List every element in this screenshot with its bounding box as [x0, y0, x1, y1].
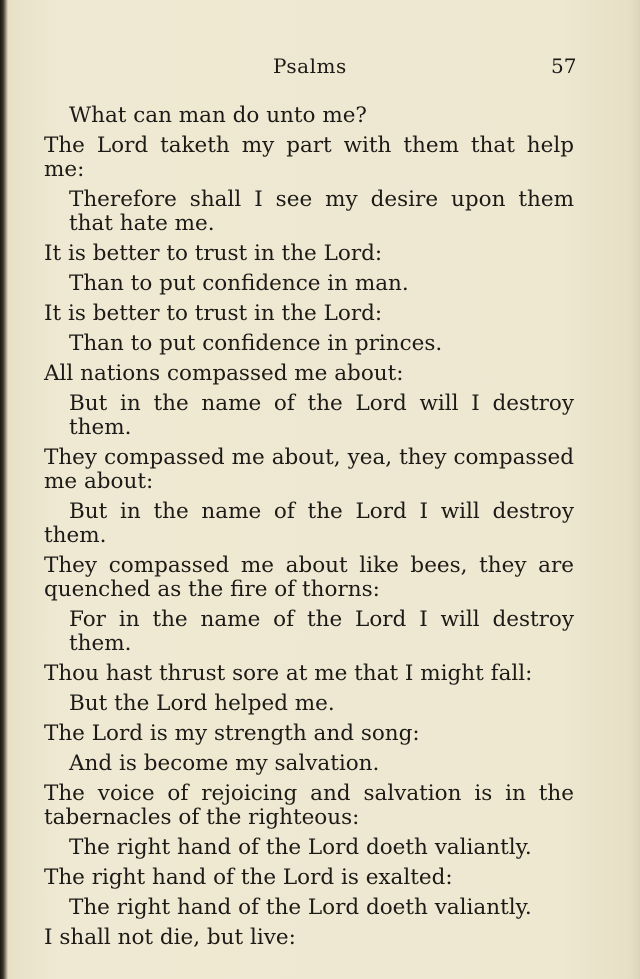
verse-line: What can man do unto me?	[69, 103, 367, 128]
verse-line-part: them.	[69, 631, 132, 656]
verse-line-part: them.	[44, 523, 107, 548]
verse-line: But the Lord helped me.	[69, 691, 335, 716]
verse-line-part: that hate me.	[69, 211, 215, 236]
verse-line: It is better to trust in the Lord:	[44, 301, 383, 326]
psalm-text	[44, 104, 574, 950]
verse-line-part: me about:	[44, 469, 154, 494]
verse-line: The right hand of the Lord is exalted:	[44, 865, 453, 890]
verse-line-part: The Lord taketh my part with them that help	[44, 133, 574, 158]
verse-line	[44, 782, 574, 830]
verse-line: The right hand of the Lord doeth valiantly.	[69, 835, 532, 860]
verse-line: All nations compassed me about:	[44, 361, 404, 386]
verse-line	[44, 554, 574, 602]
verse-line: Than to put confidence in man.	[69, 271, 409, 296]
verse-line-part: For in the name of the Lord I will destroy	[69, 607, 574, 632]
verse-line-part: me:	[44, 157, 85, 182]
verse-line	[44, 446, 574, 494]
verse-line	[44, 188, 574, 236]
verse-line-part: quenched as the fire of thorns:	[44, 577, 380, 602]
verse-line-part: But in the name of the Lord will I destroy	[69, 391, 574, 416]
verse-line-part: The voice of rejoicing and salvation is in the	[44, 781, 574, 806]
page-number: 57	[551, 54, 577, 78]
verse-line: Than to put confidence in princes.	[69, 331, 443, 356]
verse-line	[44, 392, 574, 440]
verse-line	[44, 608, 574, 656]
verse-line: Thou hast thrust sore at me that I might fall:	[44, 661, 533, 686]
page-spine-edge	[0, 0, 8, 979]
verse-line: And is become my salvation.	[69, 751, 380, 776]
verse-line-part: Therefore shall I see my desire upon them	[69, 187, 574, 212]
verse-line: The right hand of the Lord doeth valiantly.	[69, 895, 532, 920]
running-head	[0, 54, 640, 82]
verse-line-part: They compassed me about, yea, they compassed	[44, 445, 574, 470]
verse-line-part: But in the name of the Lord I will destroy	[69, 499, 574, 524]
verse-line: I shall not die, but live:	[44, 925, 296, 950]
verse-line	[44, 500, 574, 524]
verse-line-part: them.	[69, 415, 132, 440]
running-head-title: Psalms	[273, 54, 347, 78]
verse-line: It is better to trust in the Lord:	[44, 241, 383, 266]
verse-line	[44, 134, 574, 182]
verse-line-part: tabernacles of the righteous:	[44, 805, 360, 830]
verse-line: The Lord is my strength and song:	[44, 721, 420, 746]
verse-line-part: They compassed me about like bees, they are	[44, 553, 574, 578]
